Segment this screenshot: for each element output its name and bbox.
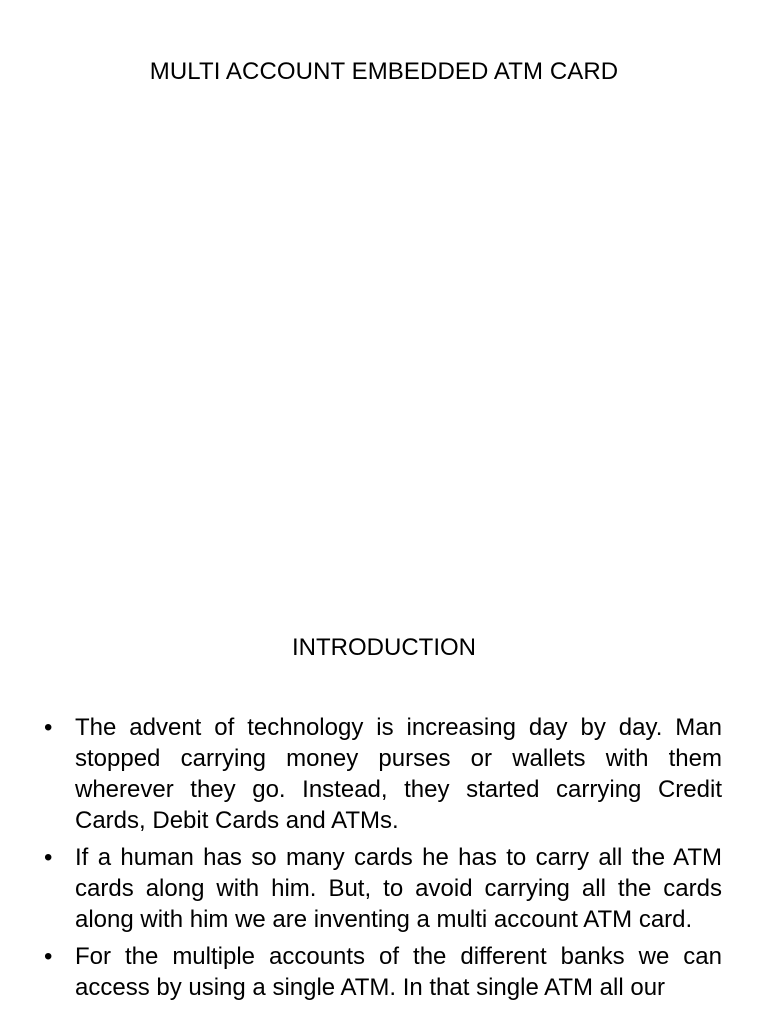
bullet-icon: • — [44, 943, 53, 970]
bullet-text: For the multiple accounts of the different banks we can access by using a single ATM. In that single ATM all our — [75, 943, 722, 1001]
slide-title: MULTI ACCOUNT EMBEDDED ATM CARD — [149, 58, 619, 85]
bullet-text: The advent of technology is increasing day by day. Man stopped carrying money purses or wallets with them wherever they go. Instead, they started carrying Credit Cards, Debit Cards and ATMs. — [75, 714, 722, 834]
section-heading: INTRODUCTION — [292, 634, 476, 661]
list-item — [44, 712, 722, 836]
list-item — [44, 842, 722, 935]
bullet-icon: • — [44, 844, 53, 871]
bullet-icon: • — [44, 714, 53, 741]
bullet-list — [44, 712, 722, 1009]
list-item — [44, 941, 722, 1003]
bullet-text: If a human has so many cards he has to carry all the ATM cards along with him. But, to avoid carrying all the cards along with him we are inventing a multi account ATM card. — [75, 844, 722, 933]
